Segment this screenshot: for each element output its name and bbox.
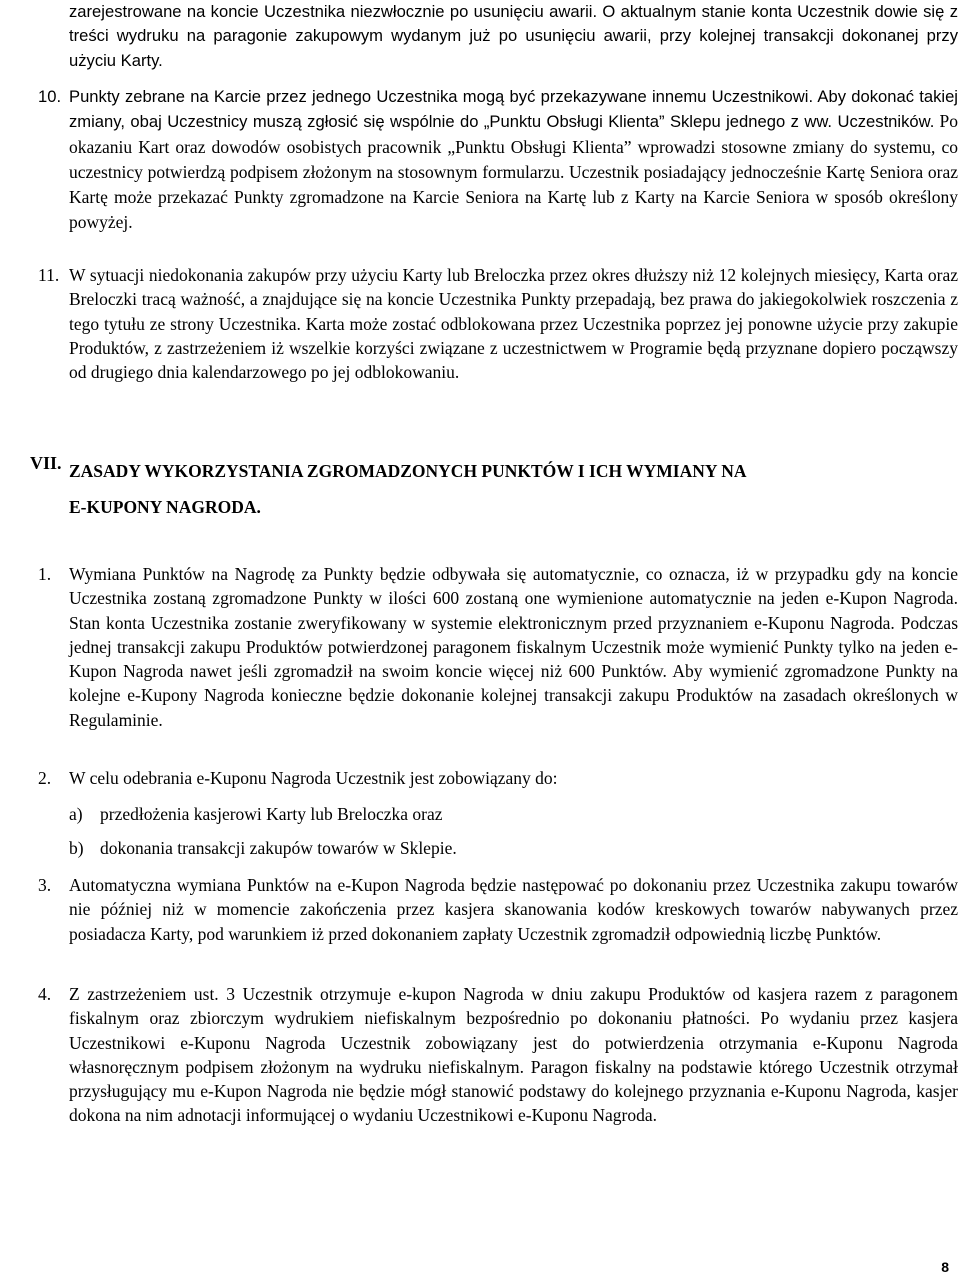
sub-item-text: przedłożenia kasjerowi Karty lub Breloczka oraz (100, 804, 443, 824)
item-number: 11. (38, 265, 60, 285)
item-paragraph: Z zastrzeżeniem ust. 3 Uczestnik otrzymuje e-kupon Nagroda w dniu zakupu Produktów od kasjera razem z paragonem fiskalnym oraz zbiorczym wydrukiem niefiskalnym bezpośrednio po dokonaniu płatności. Po wydaniu przez kasjera Uczestnikowi e-Kuponu Nagroda Uczestnik zobowiązany jest do potwierdzenia otrzymania e-Kuponu Nagroda własnoręcznym podpisem złożonym na wydruku niefiskalnym. Paragon fiskalny na podstawie którego Uczestnik otrzymał przysługujący mu e-Kupon Nagroda nie będzie mógł stanowić podstawy do kolejnego przyznania e-Kuponu Nagroda, kasjer dokona na nim adnotacji informującej o wydaniu Uczestnikowi e-Kuponu Nagroda. (69, 984, 958, 1126)
intro-paragraph: zarejestrowane na koncie Uczestnika niezwłocznie po usunięciu awarii. O aktualnym stanie konta Uczestnik dowie się z treści wydruku na paragonie zakupowym wydanym już po usunięciu awarii, przy kolejnej transakcji dokonanej przy użyciu Karty. (69, 2, 958, 70)
item-paragraph (69, 85, 958, 236)
page-number: 8 (941, 1259, 949, 1275)
item-number: 1. (38, 564, 52, 584)
item-text-part-a: Punkty zebrane na Karcie przez jednego Uczestnika mogą być przekazywane innemu Uczestnikowi. Aby dokonać takiej zmiany, obaj Uczestnicy muszą zgłosić się wspólnie do „Punktu Obsługi Klienta” Sklepu jednego z ww. Uczestników. (69, 87, 958, 132)
item-number: 10. (38, 87, 62, 106)
item-paragraph: Automatyczna wymiana Punktów na e-Kupon Nagroda będzie następować po dokonaniu przez Uczestnika zakupu towarów nie później niż w momencie zakończenia przez kasjera skanowania kodów kreskowych towarów nabywanych przez posiadacza Karty, pod warunkiem iż przed dokonaniem zapłaty Uczestnik zgromadził odpowiednią liczbę Punktów. (69, 875, 958, 944)
section-title-line-2: E-KUPONY NAGRODA. (69, 497, 261, 517)
section-title-line-1: ZASADY WYKORZYSTANIA ZGROMADZONYCH PUNKTÓW I ICH WYMIANY NA (69, 461, 747, 481)
item-paragraph: Wymiana Punktów na Nagrodę za Punkty będzie odbywała się automatycznie, co oznacza, iż w przypadku gdy na koncie Uczestnika zostaną zgromadzone Punkty w ilości 600 zostaną one wymienione automatycznie na jeden e-Kupon Nagroda. Stan konta Uczestnika zostanie zweryfikowany w systemie elektronicznym przed przyznaniem e-Kuponu Nagroda. Podczas jednej transakcji zakupu Produktów potwierdzonej paragonem fiskalnym Uczestnik może wymienić Punkty tylko na jeden e-Kupon Nagroda nawet jeśli zgromadził na swoim koncie więcej niż 600 Punktów. Aby wymienić zgromadzone Punkty na kolejne e-Kupony Nagroda konieczne będzie dokonanie kolejnej transakcji zakupu Produktów na zasadach określonych w Regulaminie. (69, 564, 958, 730)
item-paragraph: W sytuacji niedokonania zakupów przy użyciu Karty lub Breloczka przez okres dłuższy niż 12 kolejnych miesięcy, Karta oraz Breloczki tracą ważność, a znajdujące się na koncie Uczestnika Punkty przepadają, bez prawa do jakiegokolwiek roszczenia z tego tytułu ze strony Uczestnika. Karta może zostać odblokowana przez Uczestnika poprzez jej ponowne użycie przy zakupie Produktów, z zastrzeżeniem iż wszelkie korzyści związane z uczestnictwem w Programie będą przyznane dopiero począwszy od drugiego dnia kalendarzowego po jej odblokowaniu. (69, 265, 958, 383)
item-number: 2. (38, 768, 52, 788)
item-paragraph: W celu odebrania e-Kuponu Nagroda Uczestnik jest zobowiązany do: (69, 768, 558, 788)
item-number: 3. (38, 875, 52, 895)
section-title (69, 453, 909, 525)
sub-item-label: b) (69, 838, 84, 858)
item-number: 4. (38, 984, 52, 1004)
sub-item (69, 836, 457, 860)
sub-item-label: a) (69, 804, 83, 824)
item-text-part-b: Po okazaniu Kart oraz dowodów osobistych pracownik „Punktu Obsługi Klienta” wprowadzi stosowne zmiany do systemu, co uczestnicy potwierdzą podpisem złożonym na stosownym formularzu. Uczestnik posiadający jednocześnie Kartę Seniora oraz Kartę może przekazać Punkty zgromadzone na Karcie Seniora na Kartę lub z Karty na Karcie Seniora w sposób określony powyżej. (69, 111, 959, 233)
sub-item (69, 802, 443, 826)
section-number: VII. (30, 453, 62, 473)
sub-item-text: dokonania transakcji zakupów towarów w Sklepie. (100, 838, 457, 858)
